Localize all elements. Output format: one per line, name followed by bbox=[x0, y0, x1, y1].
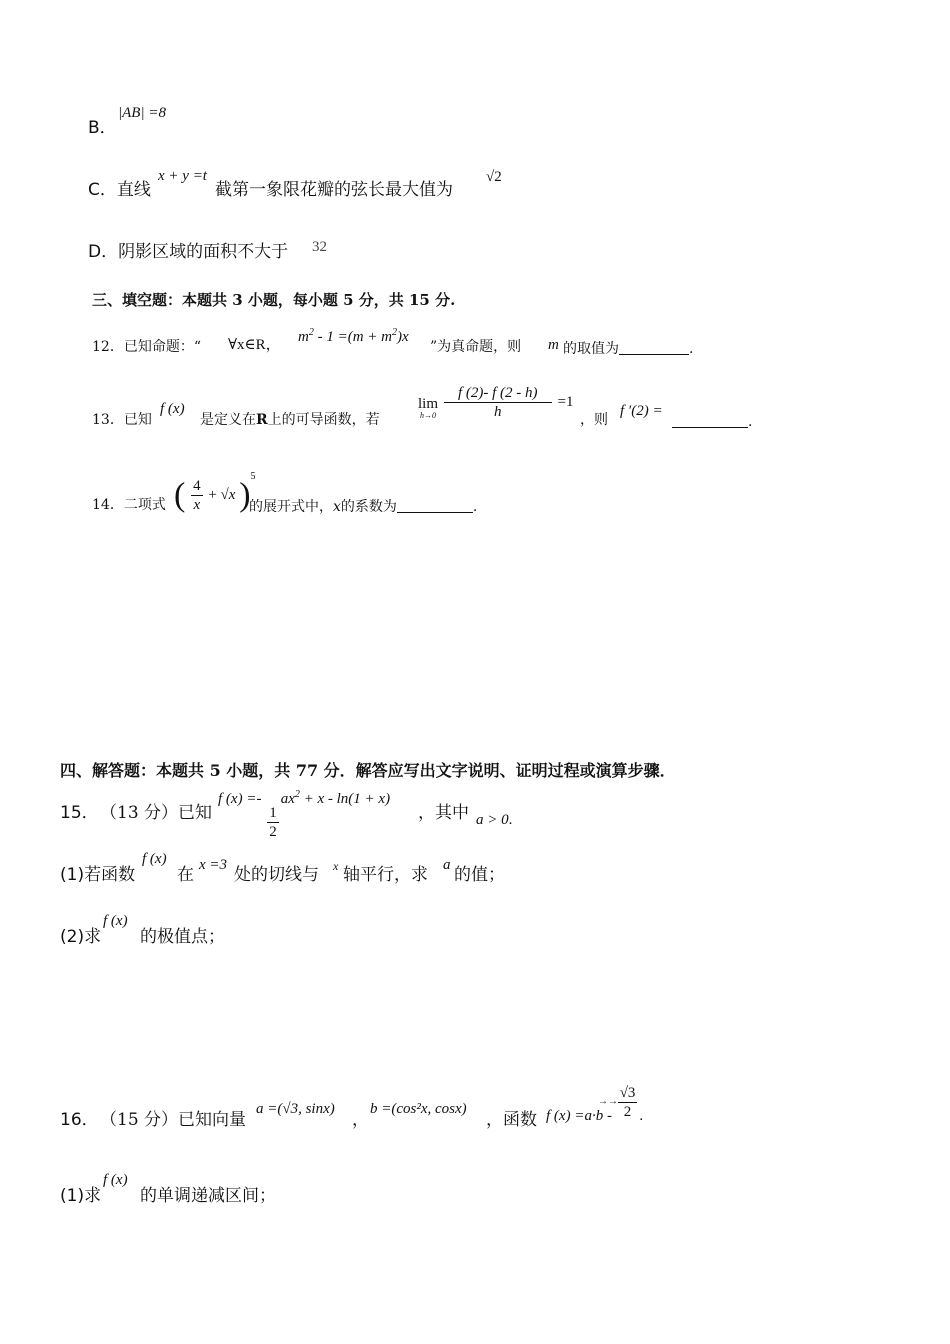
q13 bbox=[92, 413, 152, 427]
q14-expr: ( $\frac{4}{x}$ + √x )$^5$ bbox=[174, 471, 256, 514]
q13-mid-text: 是定义在 bbox=[200, 412, 256, 428]
q15-part2-label: (2)求 bbox=[60, 927, 102, 947]
q16-part1-fx: f (x) bbox=[103, 1172, 128, 1188]
q13-lim bbox=[418, 397, 438, 420]
q15-part1-x3: x =3 bbox=[199, 857, 228, 873]
q12-expr-left: m bbox=[298, 329, 309, 345]
q13-prefix: 13．已知 bbox=[92, 412, 152, 428]
q16-frac-num: √3 bbox=[619, 1085, 636, 1101]
q13-num: f (2)- f (2 - h) bbox=[444, 384, 552, 403]
option-b-label: B． bbox=[88, 118, 117, 138]
q14-end: . bbox=[472, 499, 478, 515]
q16-sep: ， bbox=[352, 1110, 369, 1130]
q13-then: ，则 bbox=[580, 412, 608, 428]
q16-number: 16． bbox=[60, 1110, 99, 1130]
q15-cond bbox=[476, 813, 512, 828]
q12-var: m bbox=[548, 337, 559, 353]
option-c-value: √2 bbox=[486, 169, 502, 185]
option-b bbox=[88, 120, 117, 137]
option-c-text: 截第一象限花瓣的弦长最大值为 bbox=[215, 180, 453, 200]
q15-number: 15． bbox=[60, 803, 99, 823]
q13-answer-blank[interactable] bbox=[672, 413, 748, 428]
q13-tail bbox=[672, 413, 752, 429]
q15-part1-fx: f (x) bbox=[142, 851, 167, 867]
q16-expr: →→ f (x) =a·b - $\frac{√3}{2}$ . bbox=[546, 1085, 644, 1124]
q12-tail bbox=[430, 340, 521, 354]
q15-part1-b: 处的切线与 bbox=[234, 865, 319, 885]
q13-end: . bbox=[748, 414, 753, 430]
option-c bbox=[88, 182, 151, 199]
q15-part1 bbox=[60, 867, 135, 884]
q15-cond-pre: ，其中 bbox=[418, 803, 469, 823]
q12-expr: $m^2 - 1 =(m + m^2)x$ bbox=[298, 327, 409, 345]
q15-frac-den: 2 bbox=[269, 824, 277, 840]
q15-part1-av: a bbox=[443, 857, 451, 873]
q13-lim-sub: h→0 bbox=[420, 411, 436, 420]
q14-suffix: 的系数为 bbox=[340, 499, 397, 515]
q15-expr-tail: + x - ln(1 + x) bbox=[299, 791, 391, 807]
q16-a-vec: a =(√3, sinx) bbox=[256, 1101, 335, 1117]
q15-expr: f (x) =- $\frac{1}{2}$ $ax^2 + x - \ln(1 + x)$ bbox=[218, 789, 391, 840]
q14-plus: + bbox=[208, 487, 217, 503]
q14-num: 4 bbox=[193, 478, 201, 495]
q15-score: （13 分）已知 bbox=[100, 803, 213, 823]
q14 bbox=[92, 498, 166, 512]
q16-fraction bbox=[618, 1084, 638, 1121]
q13-lim-text: lim bbox=[418, 396, 439, 412]
q12-suffix-text: 的取值为 bbox=[563, 341, 619, 357]
q12-prefix: 12．已知命题：“ bbox=[92, 339, 201, 355]
q15-part2 bbox=[60, 929, 101, 946]
q15-end: . bbox=[508, 812, 513, 828]
q13-fx: f (x) bbox=[160, 401, 185, 417]
q14-x: x bbox=[333, 499, 341, 515]
q15-part1-c: 轴平行，求 bbox=[343, 865, 428, 885]
section4-heading: 四、解答题：本题共 5 小题，共 77 分．解答应写出文字说明、证明过程或演算步骤． bbox=[60, 761, 676, 780]
q15-part1-xv: x bbox=[333, 859, 339, 873]
q15-frac-num: 1 bbox=[269, 805, 277, 821]
q15-part1-label: (1)若函数 bbox=[60, 865, 136, 885]
option-c-expr: x + y =t bbox=[158, 168, 207, 184]
q16-func: ，函数 bbox=[486, 1110, 537, 1130]
q14-den: x bbox=[193, 497, 201, 514]
q13-mid2: 上的可导函数，若 bbox=[267, 412, 380, 428]
q13-limit bbox=[418, 384, 573, 421]
q13-deriv: f ′(2) = bbox=[620, 403, 663, 419]
option-d-value: 32 bbox=[312, 239, 327, 255]
q16-b-vec: b =(cos²x, cosx) bbox=[370, 1101, 467, 1117]
option-d bbox=[88, 244, 288, 261]
q14-mid-text: 的展开式中， bbox=[249, 499, 333, 515]
q15-expr-post: ax bbox=[280, 791, 295, 807]
q16-score: （15 分）已知向量 bbox=[100, 1110, 247, 1130]
q14-exp: 5 bbox=[250, 471, 256, 482]
option-b-expr: |AB| =8 bbox=[118, 105, 166, 121]
q15-cond-expr: a > 0 bbox=[476, 812, 509, 828]
q14-prefix: 14．二项式 bbox=[92, 497, 166, 513]
q16-fx-expr: f (x) =a·b - bbox=[546, 1107, 612, 1124]
q15-expr-pre: f (x) =- bbox=[218, 791, 262, 807]
q14-answer-blank[interactable] bbox=[397, 498, 473, 513]
section3-heading: 三、填空题：本题共 3 小题，每小题 5 分，共 15 分. bbox=[92, 291, 456, 309]
q13-den: h bbox=[494, 404, 502, 420]
q13-R: R bbox=[256, 412, 268, 428]
q12-close: ”为真命题，则 bbox=[430, 339, 522, 355]
q14-mid bbox=[249, 498, 477, 514]
q12-expr-right: )x bbox=[397, 329, 409, 345]
q13-mid bbox=[200, 413, 380, 427]
q16-end: . bbox=[639, 1107, 644, 1124]
q12-expr-mid: - 1 =(m + m bbox=[313, 329, 392, 345]
q16-frac-den: 2 bbox=[623, 1104, 632, 1120]
q12 bbox=[92, 340, 201, 354]
q12-suffix bbox=[563, 340, 693, 356]
q13-fraction bbox=[444, 384, 552, 421]
q16-part1 bbox=[60, 1188, 101, 1205]
q15-part1-a: 在 bbox=[177, 865, 194, 885]
option-d-label: D．阴影区域的面积不大于 bbox=[88, 242, 289, 262]
option-c-label: C．直线 bbox=[88, 180, 151, 200]
q15-part2-fx: f (x) bbox=[103, 913, 128, 929]
q14-fraction bbox=[191, 477, 203, 514]
q16-part1-text: 的单调递减区间； bbox=[140, 1186, 276, 1206]
q13-eq: =1 bbox=[557, 393, 574, 410]
q14-root: √x bbox=[220, 487, 236, 503]
q15-part1-d: 的值； bbox=[454, 865, 505, 885]
q12-quant: ∀x∈R， bbox=[228, 337, 281, 353]
q12-answer-blank[interactable] bbox=[619, 340, 689, 355]
q15-fraction bbox=[267, 804, 279, 841]
q15-part2-text: 的极值点； bbox=[140, 927, 225, 947]
q16-part1-label: (1)求 bbox=[60, 1186, 102, 1206]
q12-end: . bbox=[689, 341, 694, 357]
